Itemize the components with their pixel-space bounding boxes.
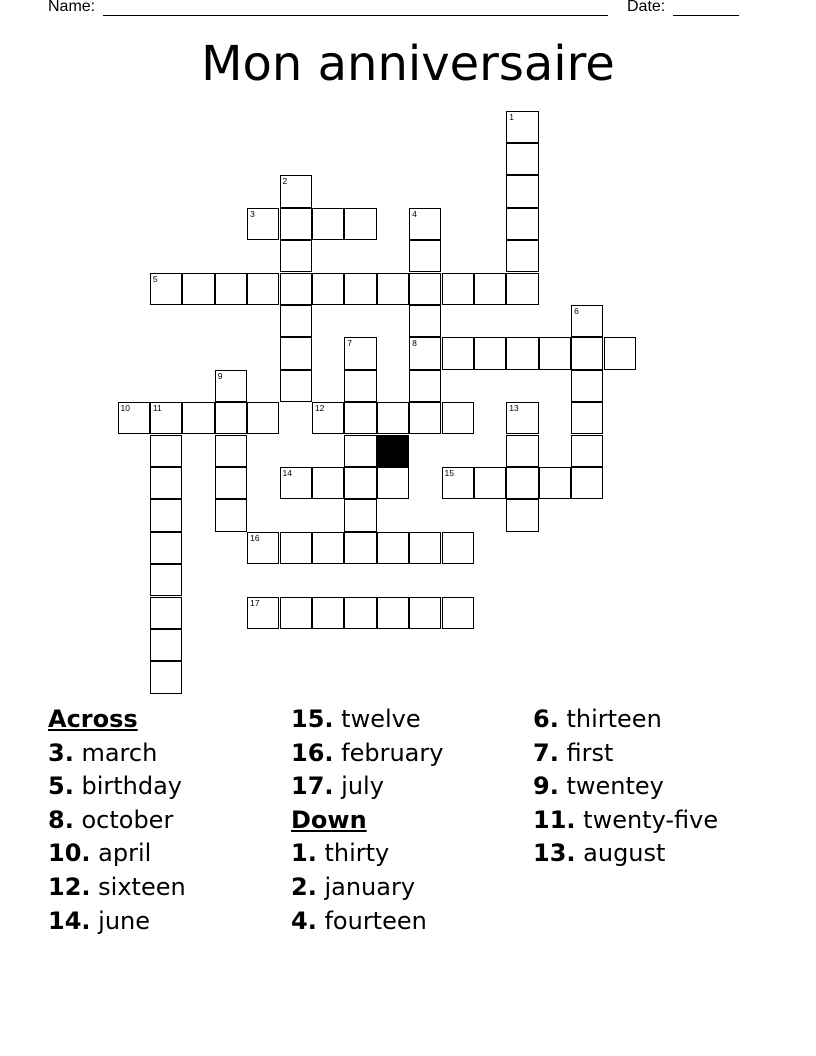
grid-cell[interactable] (215, 467, 247, 499)
clue-number: 2. (291, 872, 317, 901)
clue-number: 11. (533, 805, 576, 834)
grid-cell[interactable] (539, 337, 571, 369)
grid-cell[interactable] (506, 111, 538, 143)
clue-text: july (341, 772, 384, 801)
clue-text: thirteen (566, 705, 662, 733)
grid-cell[interactable] (150, 661, 182, 693)
clue-text: twentey (566, 772, 664, 801)
grid-cell[interactable] (150, 402, 182, 434)
grid-cell[interactable] (150, 273, 182, 305)
grid-cell[interactable] (409, 208, 441, 240)
clue-text: june (98, 906, 151, 935)
clue-number: 4. (291, 906, 317, 935)
grid-cell[interactable] (215, 402, 247, 434)
grid-cell[interactable] (506, 175, 538, 207)
grid-cell[interactable] (215, 273, 247, 305)
cell-number: 10 (120, 403, 130, 414)
grid-cell[interactable] (506, 273, 538, 305)
clue-column-2 (291, 703, 443, 938)
clue-number: 16. (291, 738, 334, 767)
cell-number: 12 (314, 403, 325, 414)
grid-cell[interactable] (571, 337, 603, 369)
clue-item (48, 871, 186, 905)
grid-cell[interactable] (247, 273, 279, 305)
clue-text: thirty (324, 839, 390, 868)
clue-item (48, 837, 186, 871)
across-heading: Across (48, 705, 138, 733)
grid-cell[interactable] (150, 564, 182, 596)
grid-cell[interactable] (409, 402, 441, 434)
grid-cell[interactable] (280, 467, 312, 499)
clue-text: sixteen (98, 872, 186, 901)
grid-cell[interactable] (280, 240, 312, 272)
clue-number: 7. (533, 738, 559, 767)
grid-cell[interactable] (571, 370, 603, 402)
grid-block (377, 435, 409, 467)
clue-column-1 (48, 703, 186, 938)
grid-cell[interactable] (409, 273, 441, 305)
grid-cell[interactable] (539, 467, 571, 499)
clue-number: 8. (48, 805, 74, 834)
grid-cell[interactable] (474, 273, 506, 305)
cell-number: 1 (509, 111, 515, 122)
clue-item (291, 703, 443, 737)
clue-item (291, 871, 443, 905)
cell-number: 3 (250, 208, 255, 219)
clue-item (291, 737, 443, 771)
cell-number: 7 (347, 338, 353, 349)
cell-number: 17 (250, 597, 260, 608)
clue-text: twenty-five (583, 805, 719, 834)
grid-cell[interactable] (280, 175, 312, 207)
grid-cell[interactable] (280, 597, 312, 629)
grid-cell[interactable] (280, 370, 312, 402)
grid-cell[interactable] (442, 597, 474, 629)
grid-cell[interactable] (571, 402, 603, 434)
grid-cell[interactable] (247, 208, 279, 240)
grid-cell[interactable] (474, 337, 506, 369)
grid-cell[interactable] (377, 597, 409, 629)
grid-cell[interactable] (215, 435, 247, 467)
clue-number: 5. (48, 772, 74, 801)
clue-item (533, 737, 718, 771)
grid-cell[interactable] (506, 467, 538, 499)
grid-cell[interactable] (312, 597, 344, 629)
clue-text: february (341, 738, 444, 767)
grid-cell[interactable] (344, 402, 376, 434)
clue-text: august (583, 839, 666, 868)
clue-text: first (566, 738, 614, 767)
grid-cell[interactable] (409, 532, 441, 564)
clue-item (48, 770, 186, 804)
grid-cell[interactable] (280, 532, 312, 564)
grid-cell[interactable] (182, 402, 214, 434)
grid-cell[interactable] (150, 467, 182, 499)
grid-cell[interactable] (344, 467, 376, 499)
grid-cell[interactable] (312, 402, 344, 434)
cell-number: 11 (152, 403, 162, 414)
clue-item (533, 804, 718, 838)
page-title: Mon anniversaire (201, 36, 615, 92)
grid-cell[interactable] (150, 597, 182, 629)
grid-cell[interactable] (571, 305, 603, 337)
grid-cell[interactable] (344, 532, 376, 564)
grid-cell[interactable] (506, 337, 538, 369)
grid-cell[interactable] (506, 143, 538, 175)
cell-number: 13 (509, 403, 519, 414)
grid-cell[interactable] (182, 273, 214, 305)
grid-cell[interactable] (344, 370, 376, 402)
grid-cell[interactable] (344, 208, 376, 240)
grid-cell[interactable] (442, 532, 474, 564)
clue-number: 10. (48, 839, 91, 868)
grid-cell[interactable] (280, 337, 312, 369)
clue-item (291, 837, 443, 871)
clue-text: birthday (81, 772, 183, 801)
grid-cell[interactable] (506, 499, 538, 531)
grid-cell[interactable] (215, 499, 247, 531)
grid-cell[interactable] (150, 499, 182, 531)
clue-item (48, 905, 186, 939)
date-label: Date: (627, 0, 666, 15)
clue-number: 17. (291, 772, 334, 801)
clue-item (533, 837, 718, 871)
clue-number: 9. (533, 772, 559, 801)
clue-item (291, 770, 443, 804)
clue-text: october (81, 805, 174, 834)
clue-number: 1. (291, 839, 317, 868)
clue-item (533, 703, 718, 737)
clue-text: january (324, 872, 416, 901)
cell-number: 8 (412, 338, 417, 349)
clue-number: 3. (48, 738, 74, 767)
cell-number: 9 (217, 370, 223, 381)
grid-cell[interactable] (150, 532, 182, 564)
grid-cell[interactable] (571, 467, 603, 499)
grid-cell[interactable] (247, 402, 279, 434)
grid-cell[interactable] (442, 273, 474, 305)
clue-number: 14. (48, 906, 91, 935)
clue-item (48, 804, 186, 838)
cell-number: 14 (282, 467, 292, 478)
grid-cell[interactable] (377, 402, 409, 434)
grid-cell[interactable] (150, 435, 182, 467)
grid-cell[interactable] (377, 532, 409, 564)
clue-number: 13. (533, 839, 576, 868)
grid-cell[interactable] (247, 597, 279, 629)
grid-cell[interactable] (280, 208, 312, 240)
grid-cell[interactable] (280, 305, 312, 337)
grid-cell[interactable] (409, 370, 441, 402)
clue-number: 12. (48, 872, 91, 901)
grid-cell[interactable] (474, 467, 506, 499)
cell-number: 15 (444, 467, 454, 478)
grid-cell[interactable] (409, 305, 441, 337)
grid-cell[interactable] (312, 532, 344, 564)
grid-cell[interactable] (344, 337, 376, 369)
grid-cell[interactable] (506, 240, 538, 272)
clue-item (291, 905, 443, 939)
grid-cell[interactable] (442, 402, 474, 434)
grid-cell[interactable] (280, 273, 312, 305)
grid-cell[interactable] (506, 402, 538, 434)
grid-cell[interactable] (312, 467, 344, 499)
grid-cell[interactable] (377, 273, 409, 305)
grid-cell[interactable] (506, 208, 538, 240)
grid-cell[interactable] (377, 467, 409, 499)
cell-number: 16 (250, 532, 260, 543)
name-label: Name: (48, 0, 96, 15)
grid-cell[interactable] (344, 435, 376, 467)
grid-cell[interactable] (571, 435, 603, 467)
clue-item (533, 770, 718, 804)
clue-item (48, 737, 186, 771)
clue-text: march (81, 738, 158, 767)
grid-cell[interactable] (409, 597, 441, 629)
grid-cell[interactable] (442, 467, 474, 499)
grid-cell[interactable] (344, 499, 376, 531)
cell-number: 5 (152, 273, 158, 284)
clue-column-3 (533, 703, 718, 871)
grid-cell[interactable] (604, 337, 636, 369)
grid-cell[interactable] (312, 208, 344, 240)
grid-cell[interactable] (409, 240, 441, 272)
grid-cell[interactable] (442, 337, 474, 369)
grid-cell[interactable] (312, 273, 344, 305)
clue-text: twelve (341, 705, 421, 733)
grid-cell[interactable] (247, 532, 279, 564)
grid-cell[interactable] (409, 337, 441, 369)
clue-number: 15. (291, 705, 334, 733)
grid-cell[interactable] (344, 597, 376, 629)
cell-number: 2 (282, 176, 288, 187)
cell-number: 6 (574, 305, 579, 316)
grid-cell[interactable] (150, 629, 182, 661)
cell-number: 4 (412, 208, 417, 219)
clue-text: fourteen (324, 906, 427, 935)
grid-cell[interactable] (118, 402, 150, 434)
down-heading: Down (291, 805, 367, 834)
grid-cell[interactable] (506, 435, 538, 467)
clue-text: april (98, 839, 152, 868)
clue-number: 6. (533, 705, 559, 733)
grid-cell[interactable] (344, 273, 376, 305)
grid-cell[interactable] (215, 370, 247, 402)
